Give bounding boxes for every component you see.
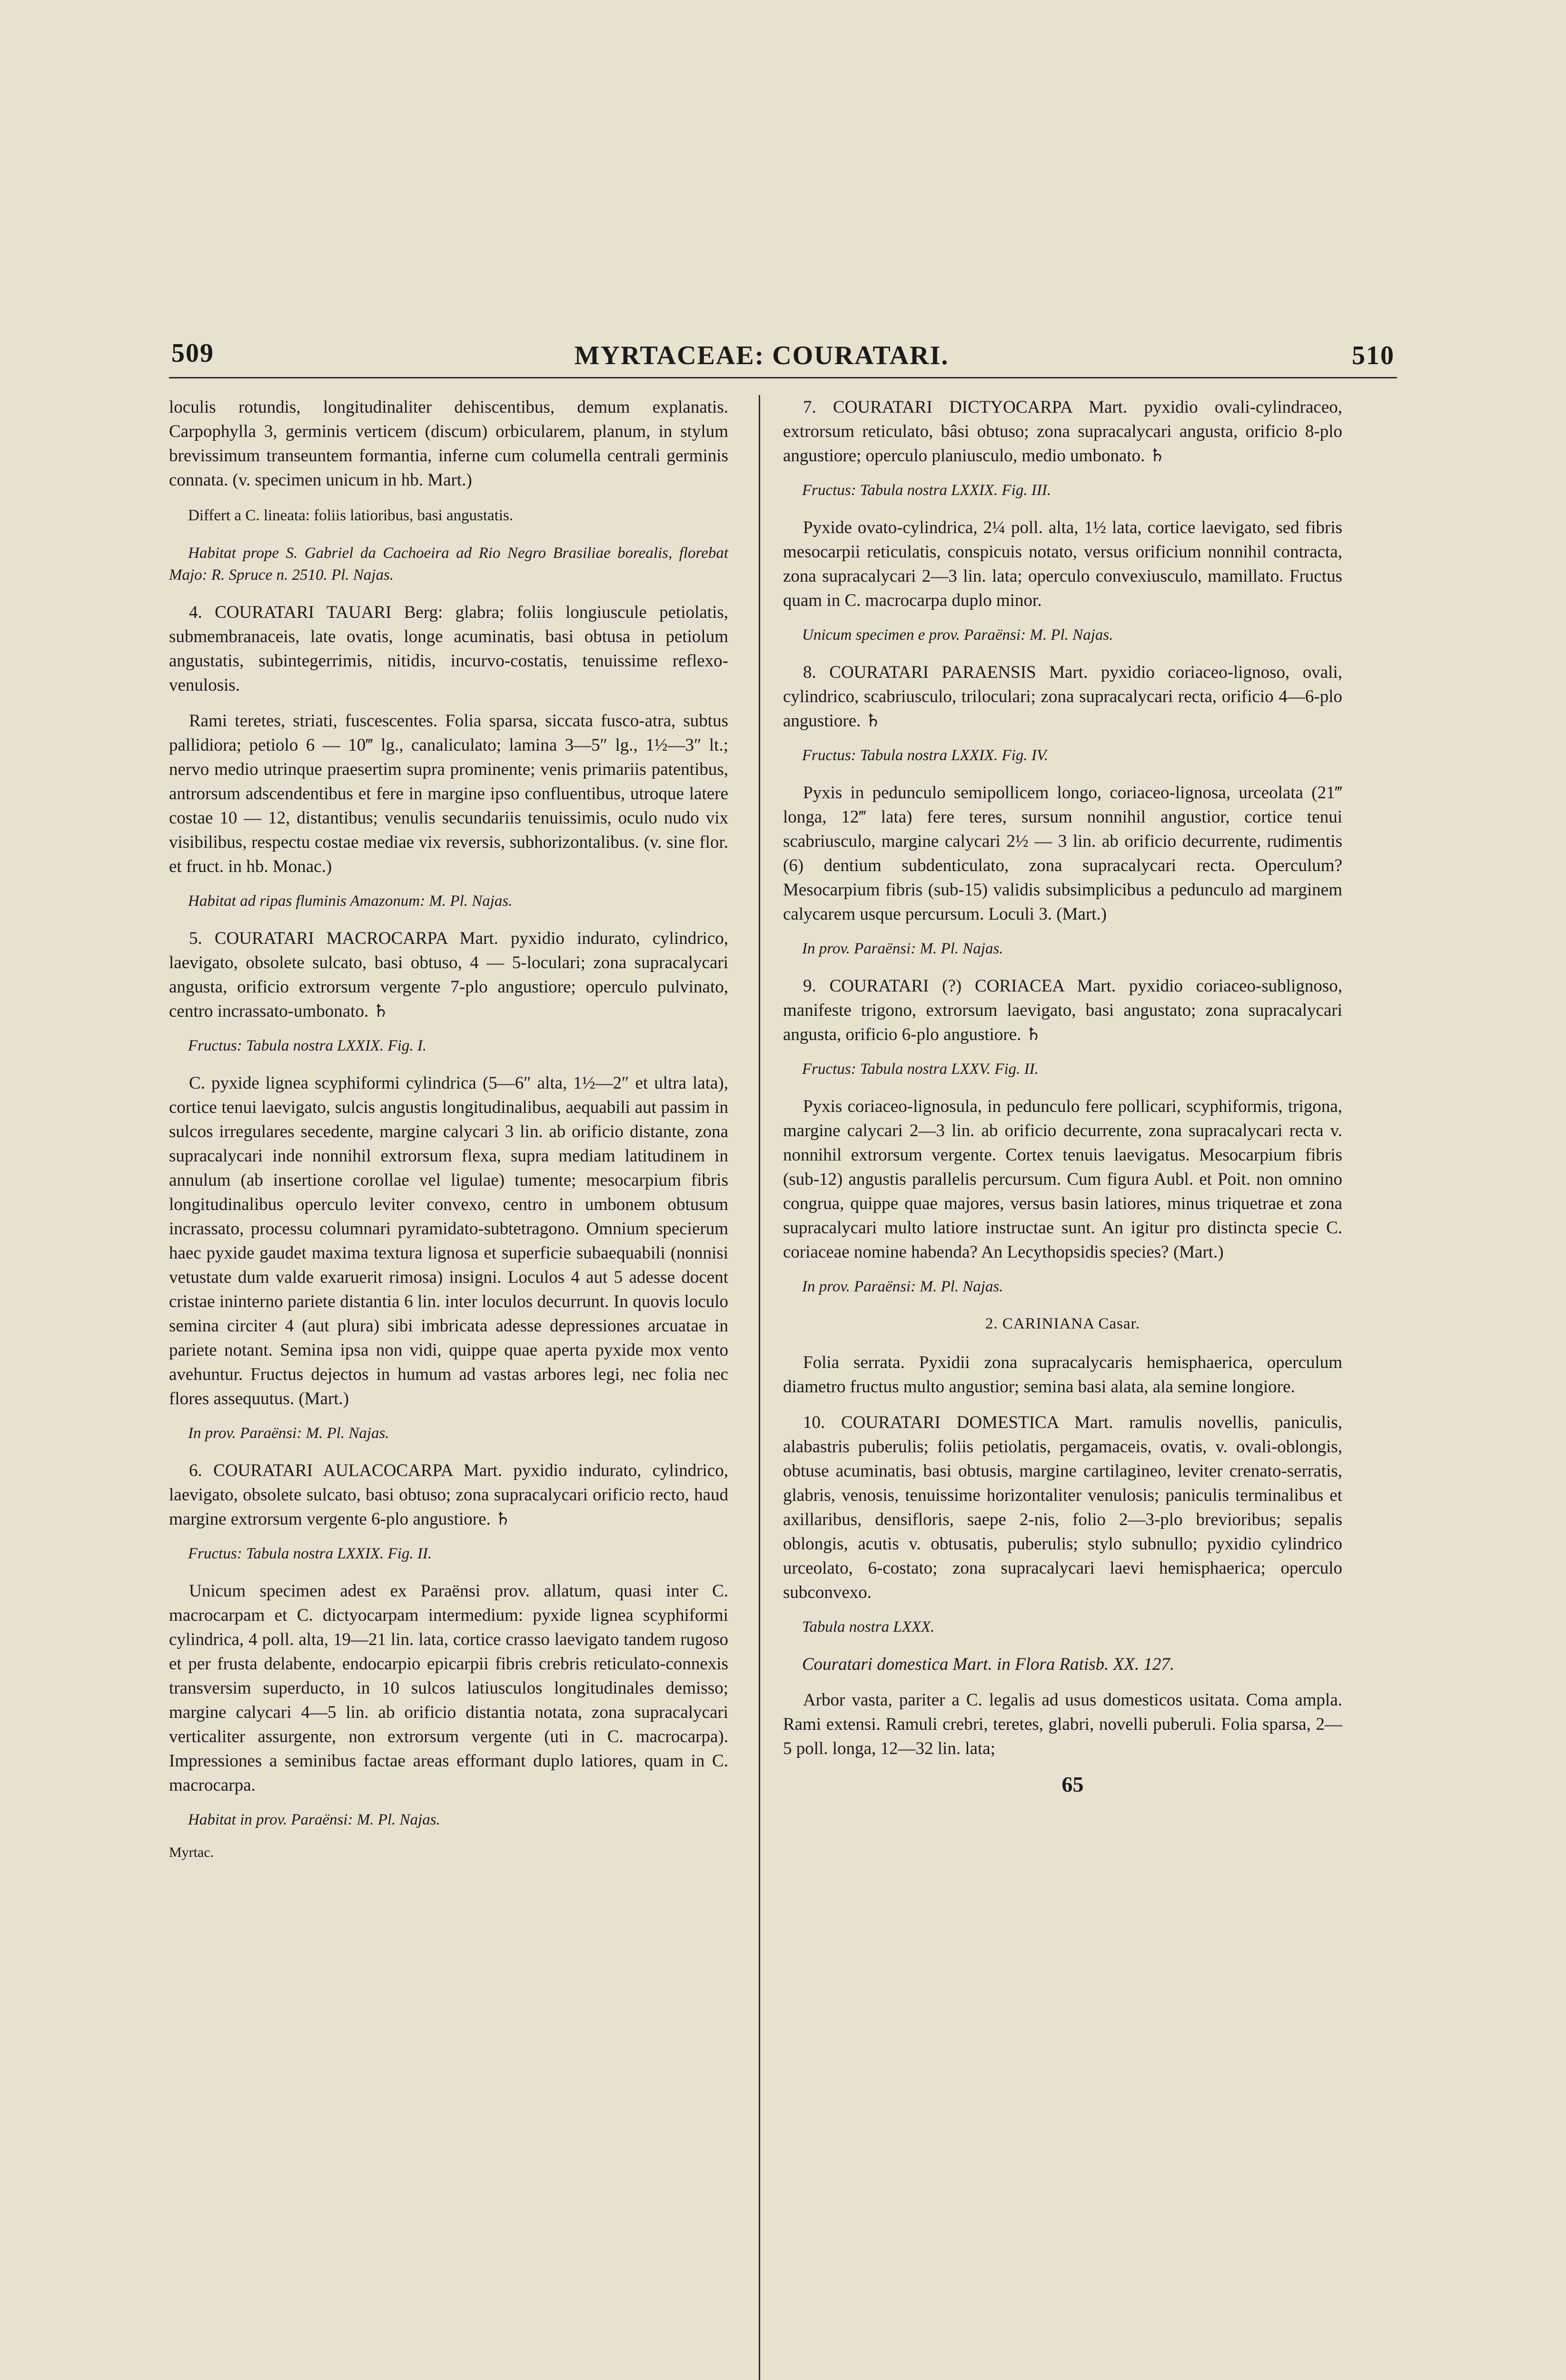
page-number-left: 509 <box>171 338 214 368</box>
running-head: MYRTACEAE: COURATARI. <box>574 341 949 370</box>
paragraph: Folia serrata. Pyxidii zona supracalycaris hemisphaerica, operculum diametro fructus multo angustior; semina basi alata, ala semine longiore. <box>783 1353 1342 1397</box>
footer-number: 65 <box>1061 1772 1084 1796</box>
citation: Couratari domestica Mart. in Flora Ratisb. XX. 127. <box>802 1655 1175 1674</box>
genus-heading: 2. CARINIANA Casar. <box>985 1315 1140 1332</box>
paragraph: Arbor vasta, pariter a C. legalis ad usus domesticos usitata. Coma ampla. Rami extensi. Ramuli crebri, teretes, glabri, novelli puberuli. Folia sparsa, 2—5 poll. longa, 12—32 lin. lata; <box>783 1690 1342 1758</box>
figure-reference: Fructus: Tabula nostra LXXIX. Fig. I. <box>188 1037 427 1054</box>
paragraph: Rami teretes, striati, fuscescentes. Folia sparsa, siccata fusco-atra, subtus pallidiora; petiolo 6 — 10‴ lg., canaliculato; lamina 3—5″ lg., 1½—3″ lt.; nervo medio utrinque praesertim supra prominente; venis primariis patentibus, antrorsum adscendentibus et fere in margine ipso confluentibus, utroque latere costae 10 — 12, distantibus; venulis secundariis tenuissimis, oculo nudo vix visibilibus, respectu costae mediae vix reversis, subhorizontalibus. (v. sine flor. et fruct. in hb. Monac.) <box>169 711 728 876</box>
left-column <box>169 395 728 1876</box>
paragraph: Pyxide ovato-cylindrica, 2¼ poll. alta, 1½ lata, cortice laevigato, sed fibris mesocarpii reticulatis, conspicuis notato, versus orificium nonnihil contracta, zona supracalycari 2—3 lin. lata; operculo convexiusculo, mamillato. Fructus quam in C. macrocarpa duplo minor. <box>783 518 1342 610</box>
paragraph: C. pyxide lignea scyphiformi cylindrica (5—6″ alta, 1½—2″ et ultra lata), cortice tenui laevigato, sulcis angustis longitudinalibus, aequabili aut passim in sulcos irregulares secedente, margine calycari 3 lin. ab orificio distante, zona supracalycari inde nonnihil extrorsum flexa, supra mediam latitudinem in annulum (ab insertione corollae vel ligulae) tumente; mesocarpium fibris longitudinalibus operculo leviter convexo, centro in umbonem obtusum incrassato, processu columnari pyramidato-subtetragono. Omnium specierum haec pyxide gaudet maxima textura lignosa et superficie subaequabili (nonnisi vetustate dum valde exaruerit rimosa) insigni. Loculos 4 aut 5 adesse docent cristae ininterno pariete distantia 6 lin. inter loculos decurrunt. In quovis loculo semina circiter 4 (aut plura) sibi imbricata adesse depressiones arcuatae in pariete notant. Semina ipsa non vidi, quippe quae aperta pyxide mox vento avehuntur. Fructus dejectos in humum ad vastas arbores legi, nec folia nec flores assequutus. (Mart.) <box>169 1073 728 1408</box>
species-entry: 5. COURATARI MACROCARPA Mart. pyxidio indurato, cylindrico, laevigato, obsolete sulcato, basi obtuso, 4 — 5-loculari; zona supracalycari angusta, orificio extrorsum vergente 7-plo angustiore; operculo pulvinato, centro incrassato-umbonato. ♄ <box>169 929 728 1021</box>
paragraph: Pyxis coriaceo-lignosula, in pedunculo fere pollicari, scyphiformis, trigona, margine calycari 2—3 lin. ab orificio decurrente, zona supracalycari recta v. nonnihil extrorsum vergente. Cortex tenuis laevigatus. Mesocarpium fibris (sub-12) angustis parallelis percursum. Cum figura Aubl. et Poit. non omnino congrua, quippe quae majores, versus basin latiores, minus triquetrae et zona supracalycari multo latiore instructae sunt. An igitur pro distincta specie C. coriaceae nomine habenda? An Lecythopsidis species? (Mart.) <box>783 1097 1342 1262</box>
figure-reference: Fructus: Tabula nostra LXXV. Fig. II. <box>802 1061 1039 1078</box>
species-entry: 7. COURATARI DICTYOCARPA Mart. pyxidio ovali-cylindraceo, extrorsum reticulato, bâsi obtuso; zona supracalycari angusta, orificio 8-plo angustiore; operculo planiusculo, medio umbonato. ♄ <box>783 397 1342 466</box>
page-number-right: 510 <box>1352 341 1395 370</box>
figure-reference: Tabula nostra LXXX. <box>802 1618 935 1636</box>
habitat-note: In prov. Paraënsi: M. Pl. Najas. <box>188 1425 389 1442</box>
header-rule <box>169 377 1397 378</box>
habitat-note: Habitat ad ripas fluminis Amazonum: M. Pl. Najas. <box>188 892 513 910</box>
column-rule <box>759 395 760 2380</box>
habitat-note: Habitat in prov. Paraënsi: M. Pl. Najas. <box>188 1811 440 1828</box>
differential-note: Differt a C. lineata: foliis latioribus, basi angustatis. <box>188 507 514 524</box>
species-entry: 8. COURATARI PARAENSIS Mart. pyxidio coriaceo-lignoso, ovali, cylindrico, scabriusculo, triloculari; zona supracalycari recta, orificio 4—6-plo angustiore. ♄ <box>783 663 1342 731</box>
paragraph: Pyxis in pedunculo semipollicem longo, coriaceo-lignosa, urceolata (21‴ longa, 12‴ lata) fere teres, sursum nonnihil angustior, cortice tenui scabriusculo, margine calycari 2½ — 3 lin. ab orificio decurrente, rudimentis (6) dentium subdenticulato, zona supracalycari recta. Operculum? Mesocarpium fibris (sub-15) validis subsimplicibus a pedunculo ad marginem calycarem usque percursum. Loculi 3. (Mart.) <box>783 783 1342 924</box>
paragraph: Unicum specimen adest ex Paraënsi prov. allatum, quasi inter C. macrocarpam et C. dictyocarpam intermedium: pyxide lignea scyphiformi cylindrica, 4 poll. alta, 19—21 lin. lata, cortice crasso laevigato tandem rugoso et per frusta delabente, endocarpio epicarpii fibris crebris reticulato-connexis transversim superducto, in 10 sulcos latiusculos longitudinales demisso; margine calycari 4—5 lin. ab orificio distantia notata, zona supracalycari verticaliter assurgente, non extrorsum vergente (uti in C. macrocarpa). Impressiones a seminibus factae areas efformant duplo latiores, quam in C. macrocarpa. <box>169 1581 728 1795</box>
habitat-note: Unicum specimen e prov. Paraënsi: M. Pl. Najas. <box>802 626 1113 644</box>
right-column <box>783 395 1342 1808</box>
paragraph: loculis rotundis, longitudinaliter dehiscentibus, demum explanatis. Carpophylla 3, germinis verticem (discum) orbicularem, planum, in stylum brevissimum transeuntem formantia, inferne cum columella centrali germinis connata. (v. specimen unicum in hb. Mart.) <box>169 397 728 490</box>
species-entry: 6. COURATARI AULACOCARPA Mart. pyxidio indurato, cylindrico, laevigato, obsolete sulcato, basi obtuso; zona supracalycari orificio recto, haud margine extrorsum vergente 6-plo angustiore. ♄ <box>169 1461 728 1529</box>
species-entry: 10. COURATARI DOMESTICA Mart. ramulis novellis, paniculis, alabastris puberulis; foliis petiolatis, pergamaceis, ovatis, v. ovali-oblongis, obtuse acuminatis, basi obtusis, margine cartilagineo, leviter crenato-serratis, glabris, venosis, tenuissime horizontaliter venulosis; paniculis terminalibus et axillaribus, densifloris, saepe 2-nis, folio 2—3-plo brevioribus; sepalis oblongis, acutis v. obtusatis, puberulis; stylo subnullo; pyxidio cylindrico urceolato, 6-costato; zona supracalycari laevi hemisphaerica; operculo subconvexo. <box>783 1413 1342 1602</box>
figure-reference: Fructus: Tabula nostra LXXIX. Fig. III. <box>802 482 1051 499</box>
habitat-note: Habitat prope S. Gabriel da Cachoeira ad Rio Negro Brasiliae borealis, florebat Majo: R. Spruce n. 2510. Pl. Najas. <box>169 545 728 584</box>
habitat-note: In prov. Paraënsi: M. Pl. Najas. <box>802 940 1003 957</box>
species-entry: 9. COURATARI (?) CORIACEA Mart. pyxidio coriaceo-sublignoso, manifeste trigono, extrorsum laevigato, basi angustato; zona supracalycari angusta, orificio 6-plo angustiore. ♄ <box>783 976 1342 1044</box>
species-entry: 4. COURATARI TAUARI Berg: glabra; foliis longiuscule petiolatis, submembranaceis, late ovatis, longe acuminatis, basi obtusa in petiolum angustatis, subintegerrimis, nitidis, incurvo-costatis, tenuissime reflexo-venulosis. <box>169 603 728 695</box>
figure-reference: Fructus: Tabula nostra LXXIX. Fig. IV. <box>802 747 1049 764</box>
habitat-note: In prov. Paraënsi: M. Pl. Najas. <box>802 1278 1003 1295</box>
figure-reference: Fructus: Tabula nostra LXXIX. Fig. II. <box>188 1545 432 1562</box>
signature-mark: Myrtac. <box>169 1844 214 1860</box>
